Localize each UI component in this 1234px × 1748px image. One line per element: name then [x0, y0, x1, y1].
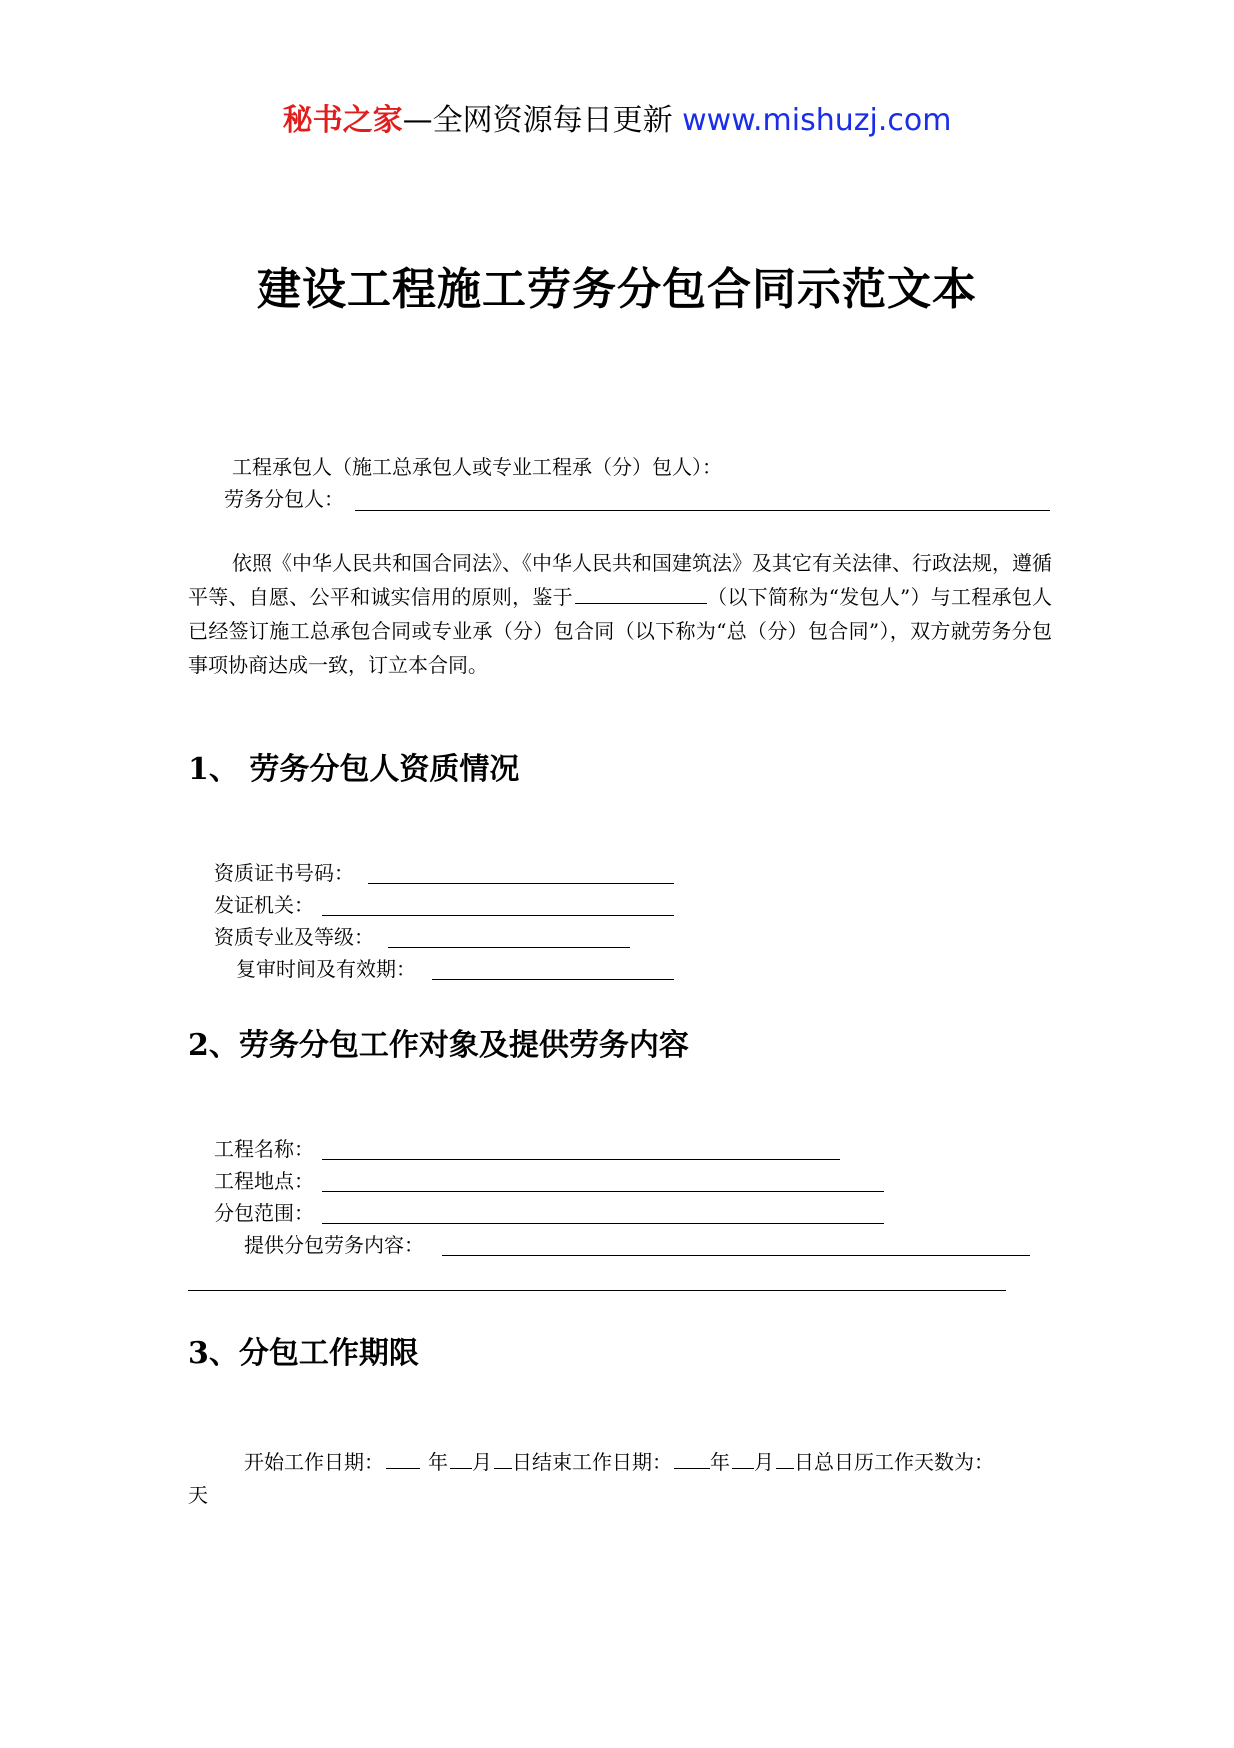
section3-heading: 3、分包工作期限	[188, 1336, 419, 1371]
end-month-unit: 月	[754, 1450, 774, 1474]
start-date-label: 开始工作日期：	[244, 1450, 384, 1474]
project-location-label: 工程地点：	[214, 1169, 314, 1193]
labor-content-label: 提供分包劳务内容：	[244, 1233, 424, 1257]
cert-number-label: 资质证书号码：	[214, 861, 354, 885]
intro-text-b: （以下简称为“发包人”）与工程承包人已经签订施工总承包合同或专业承（分）包合同（以下称为“总（分）包合同”），双方就劳务分包事项协商达成一致，订立本合同。	[188, 585, 1052, 677]
section2-heading: 2、劳务分包工作对象及提供劳务内容	[188, 1028, 689, 1063]
contractor-label: 工程承包人（施工总承包人或专业工程承（分）包人）：	[232, 455, 722, 479]
section1-heading: 1、 劳务分包人资质情况	[188, 752, 520, 787]
project-name-blank[interactable]	[322, 1159, 840, 1160]
qualification-grade-blank[interactable]	[388, 947, 630, 948]
total-days-label: 日总日历工作天数为：	[794, 1450, 994, 1474]
subcontractor-blank[interactable]	[355, 510, 1050, 511]
review-validity-label: 复审时间及有效期：	[236, 957, 416, 981]
period-line	[244, 1448, 994, 1475]
intro-text-a: 依照《中华人民共和国合同法》、《中华人民共和国建筑法》及其它有关法律、行政法规，遵循平等、自愿、公平和诚实信用的原则，鉴于	[188, 551, 1052, 609]
days-unit: 天	[188, 1483, 208, 1507]
subcontractor-label: 劳务分包人：	[224, 487, 344, 511]
end-year-unit: 年	[710, 1450, 730, 1474]
review-validity-blank[interactable]	[432, 979, 674, 980]
employer-blank[interactable]	[575, 583, 707, 604]
end-month-blank[interactable]	[732, 1448, 754, 1469]
start-year-unit: 年	[428, 1450, 448, 1474]
banner-brand: 秘书之家	[282, 103, 403, 138]
end-date-label: 日结束工作日期：	[512, 1450, 672, 1474]
subcontract-scope-label: 分包范围：	[214, 1201, 314, 1225]
document-title: 建设工程施工劳务分包合同示范文本	[257, 264, 977, 315]
end-day-blank[interactable]	[776, 1448, 794, 1469]
banner-url[interactable]: www.mishuzj.com	[682, 103, 952, 138]
project-name-label: 工程名称：	[214, 1137, 314, 1161]
project-location-blank[interactable]	[322, 1191, 884, 1192]
site-banner	[0, 101, 1234, 141]
intro-paragraph	[188, 546, 1052, 682]
end-year-blank[interactable]	[674, 1448, 710, 1469]
start-month-unit: 月	[472, 1450, 492, 1474]
subcontract-scope-blank[interactable]	[322, 1223, 884, 1224]
cert-number-blank[interactable]	[368, 883, 674, 884]
labor-content-blank-2[interactable]	[188, 1290, 1006, 1291]
labor-content-blank[interactable]	[442, 1255, 1030, 1256]
start-year-blank[interactable]	[386, 1448, 420, 1469]
start-day-blank[interactable]	[494, 1448, 512, 1469]
qualification-grade-label: 资质专业及等级：	[214, 925, 374, 949]
issuing-authority-blank[interactable]	[322, 915, 674, 916]
start-month-blank[interactable]	[450, 1448, 472, 1469]
issuing-authority-label: 发证机关：	[214, 893, 314, 917]
banner-tagline: —全网资源每日更新	[402, 103, 683, 138]
